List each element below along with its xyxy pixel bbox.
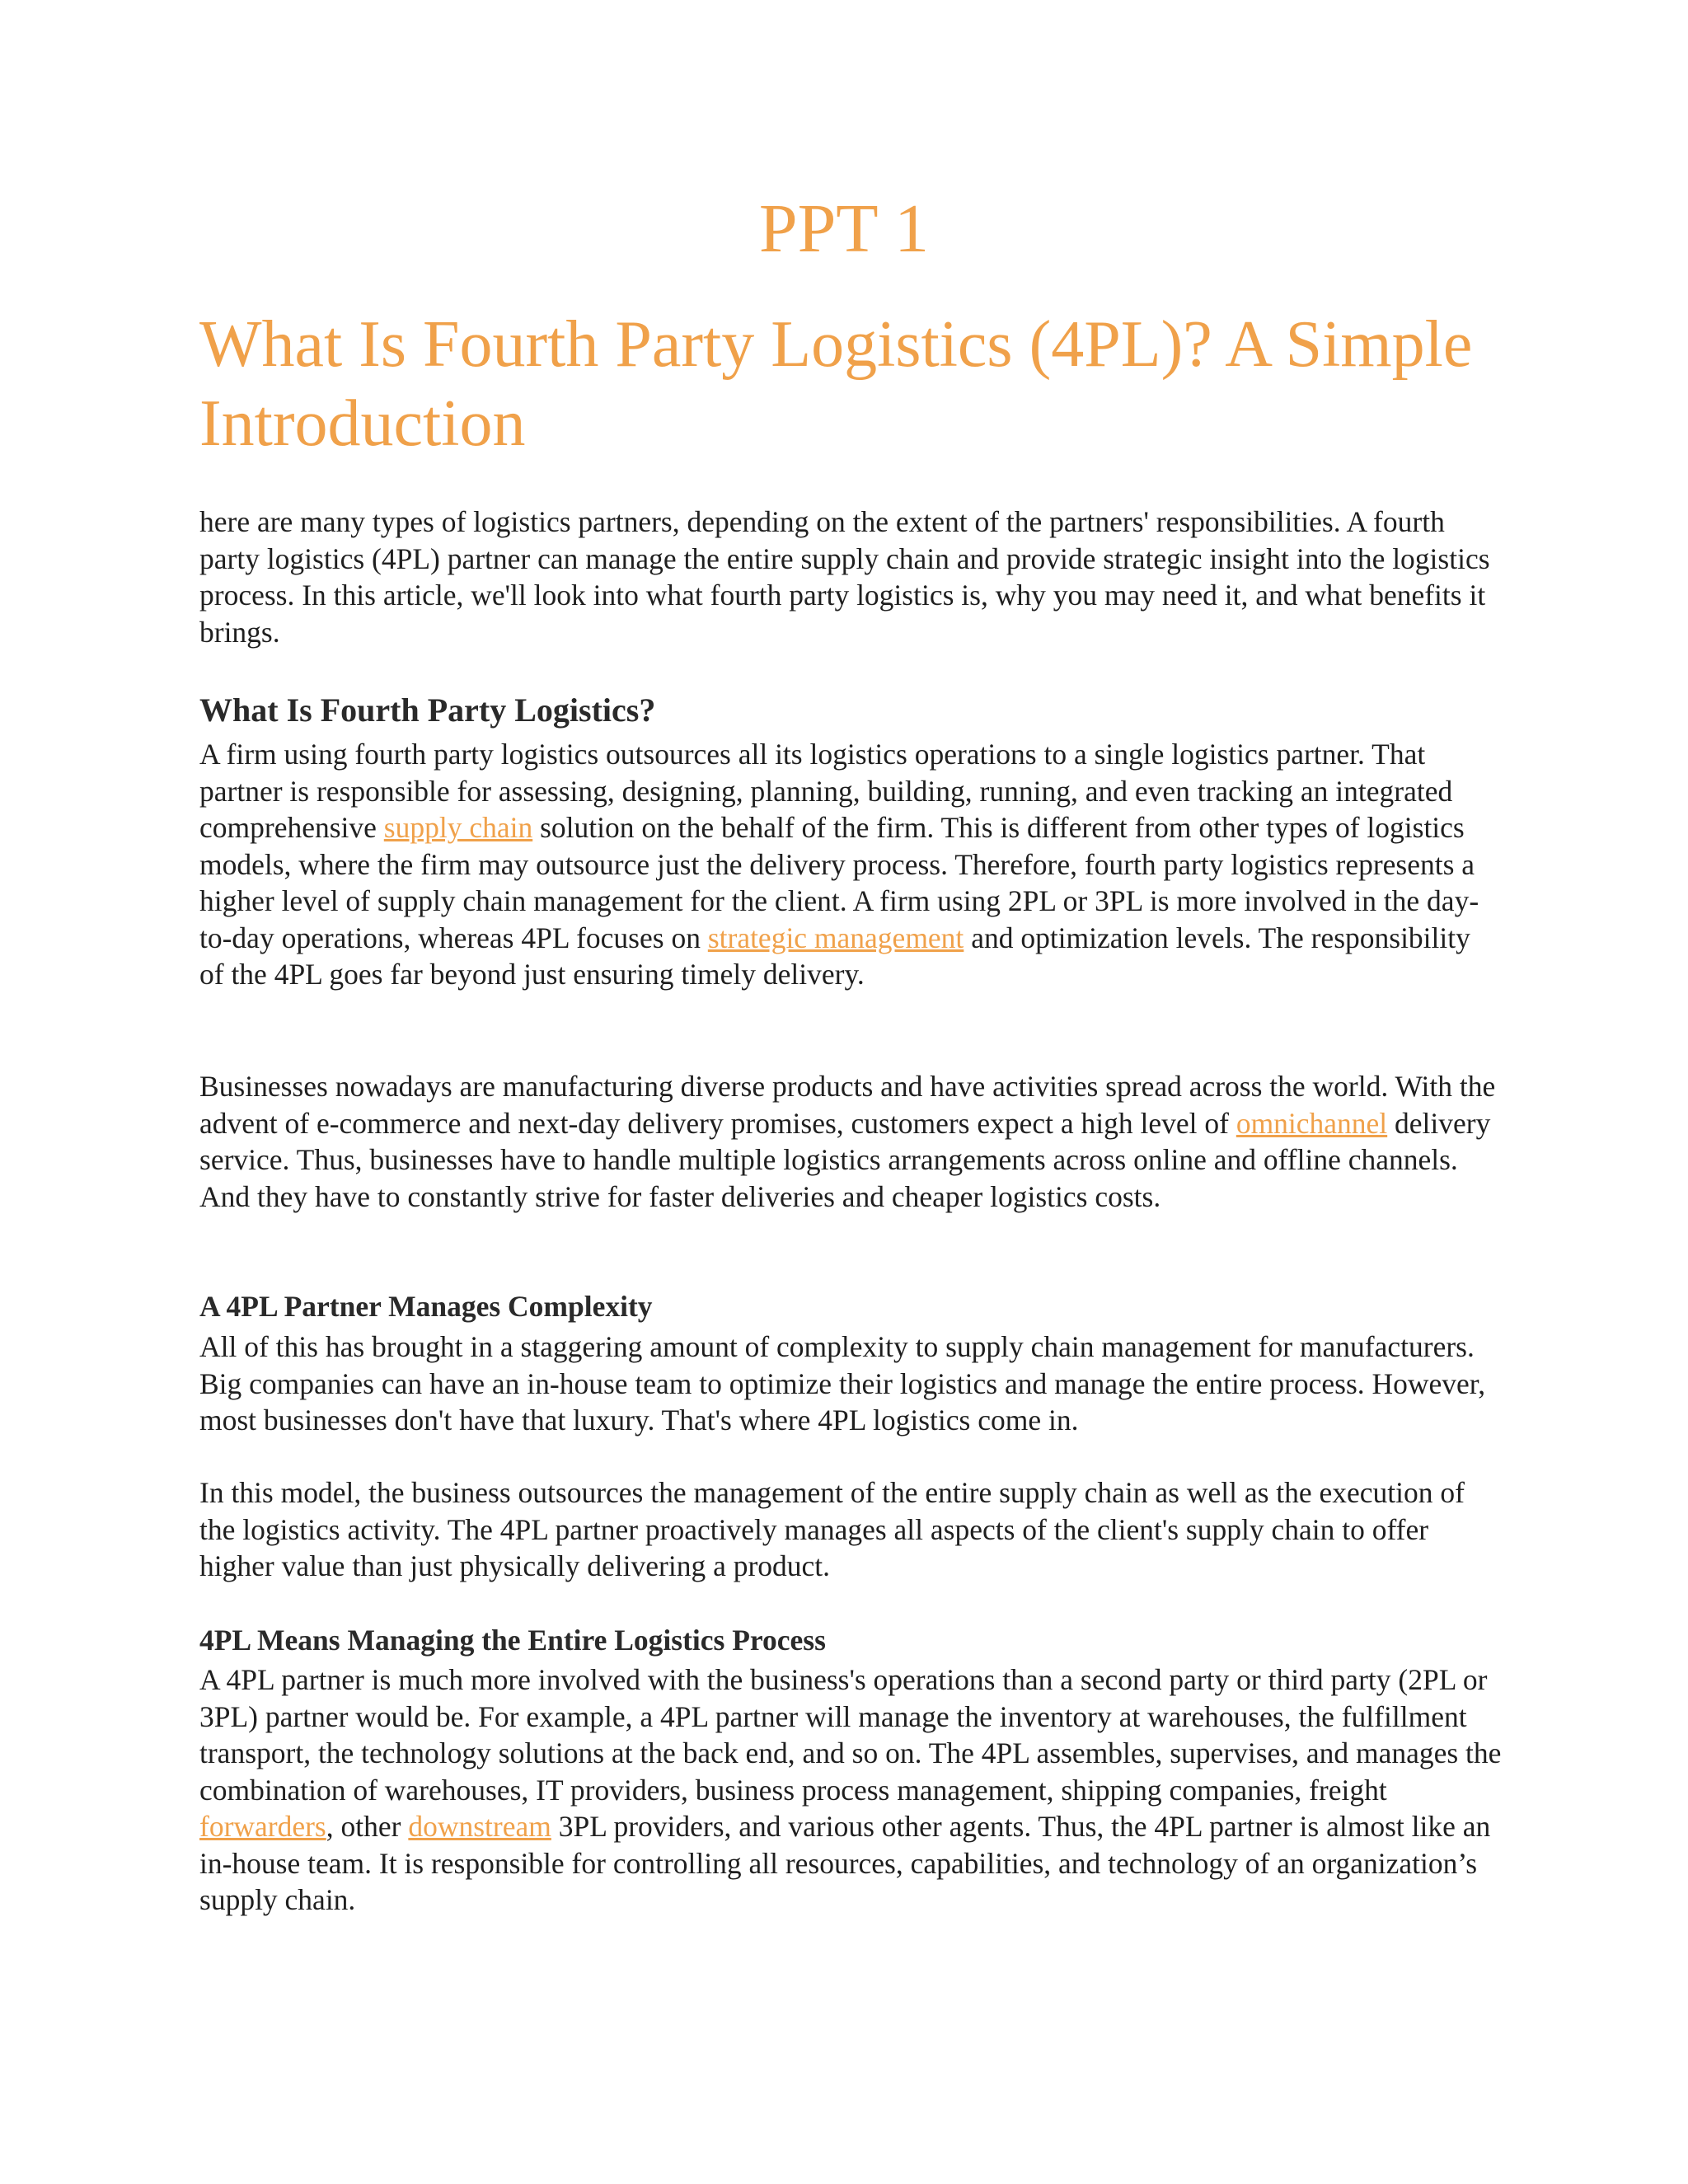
section-heading-manages-complexity: A 4PL Partner Manages Complexity bbox=[199, 1290, 653, 1323]
intro-paragraph: here are many types of logistics partners, depending on the extent of the partners' responsibilities. A fourth party logistics (4PL) partner can manage the entire supply chain and provide strategic insight into the logistics process. In this article, we'll look into what fourth party logistics is, why you may need it, and what benefits it brings. bbox=[199, 505, 1490, 649]
section-heading-entire-process: 4PL Means Managing the Entire Logistics Process bbox=[199, 1624, 826, 1657]
paragraph-text: , other bbox=[326, 1810, 409, 1843]
paragraph-text: and optimization levels. The responsibility of the 4PL goes far beyond just ensuring timely delivery. bbox=[199, 921, 1470, 991]
section1-paragraph-2 bbox=[199, 1068, 1502, 1215]
page-title: What Is Fourth Party Logistics (4PL)? A Simple Introduction bbox=[199, 308, 1473, 460]
link-supply-chain[interactable]: supply chain bbox=[383, 811, 533, 844]
link-omnichannel[interactable]: omnichannel bbox=[1236, 1106, 1388, 1140]
paragraph-text: solution on the behalf of the firm. This is different from other types of logistics models, where the firm may outsource just the delivery process. Therefore, fourth party logistics represents a higher level of supply chain management for the client. A firm using 2PL or 3PL is more involved in the day-to-day operations, whereas 4PL focuses on bbox=[199, 811, 1479, 954]
section2-paragraph-1: All of this has brought in a staggering amount of complexity to supply chain management for manufacturers. Big companies can have an in-house team to optimize their logistics and manage the entire process. However, most businesses don't have that luxury. That's where 4PL logistics come in. bbox=[199, 1330, 1486, 1436]
ppt-label: PPT 1 bbox=[758, 190, 930, 267]
paragraph-text: delivery service. Thus, businesses have to handle multiple logistics arrangements across online and offline channels. And they have to constantly strive for faster deliveries and cheaper logistics costs. bbox=[199, 1106, 1491, 1213]
link-forwarders[interactable]: forwarders bbox=[199, 1810, 326, 1843]
paragraph-text: 3PL providers, and various other agents. Thus, the 4PL partner is almost like an in-house team. It is responsible for controlling all resources, capabilities, and technology of an organization’s supply chain. bbox=[199, 1810, 1491, 1916]
paragraph-text: Businesses nowadays are manufacturing diverse products and have activities spread across the world. With the advent of e-commerce and next-day delivery promises, customers expect a high level of bbox=[199, 1070, 1496, 1140]
link-downstream[interactable]: downstream bbox=[408, 1810, 551, 1843]
link-strategic-management[interactable]: strategic management bbox=[707, 921, 964, 954]
section-heading-what-is-4pl: What Is Fourth Party Logistics? bbox=[199, 691, 656, 729]
section1-paragraph-1 bbox=[199, 736, 1502, 993]
paragraph-text: A firm using fourth party logistics outsources all its logistics operations to a single logistics partner. That partner is responsible for assessing, designing, planning, building, running, and even tracking an integrated comprehensive bbox=[199, 738, 1453, 844]
section3-paragraph-1 bbox=[199, 1661, 1502, 1919]
paragraph-text: A 4PL partner is much more involved with the business's operations than a second party or third party (2PL or 3PL) partner would be. For example, a 4PL partner will manage the inventory at warehouses, the fulfillment transport, the technology solutions at the back end, and so on. The 4PL assembles, supervises, and manages the combination of warehouses, IT providers, business process management, shipping companies, freight bbox=[199, 1663, 1502, 1807]
section2-paragraph-2: In this model, the business outsources the management of the entire supply chain as well as the execution of the logistics activity. The 4PL partner proactively manages all aspects of the client's supply chain to offer higher value than just physically delivering a product. bbox=[199, 1476, 1465, 1582]
